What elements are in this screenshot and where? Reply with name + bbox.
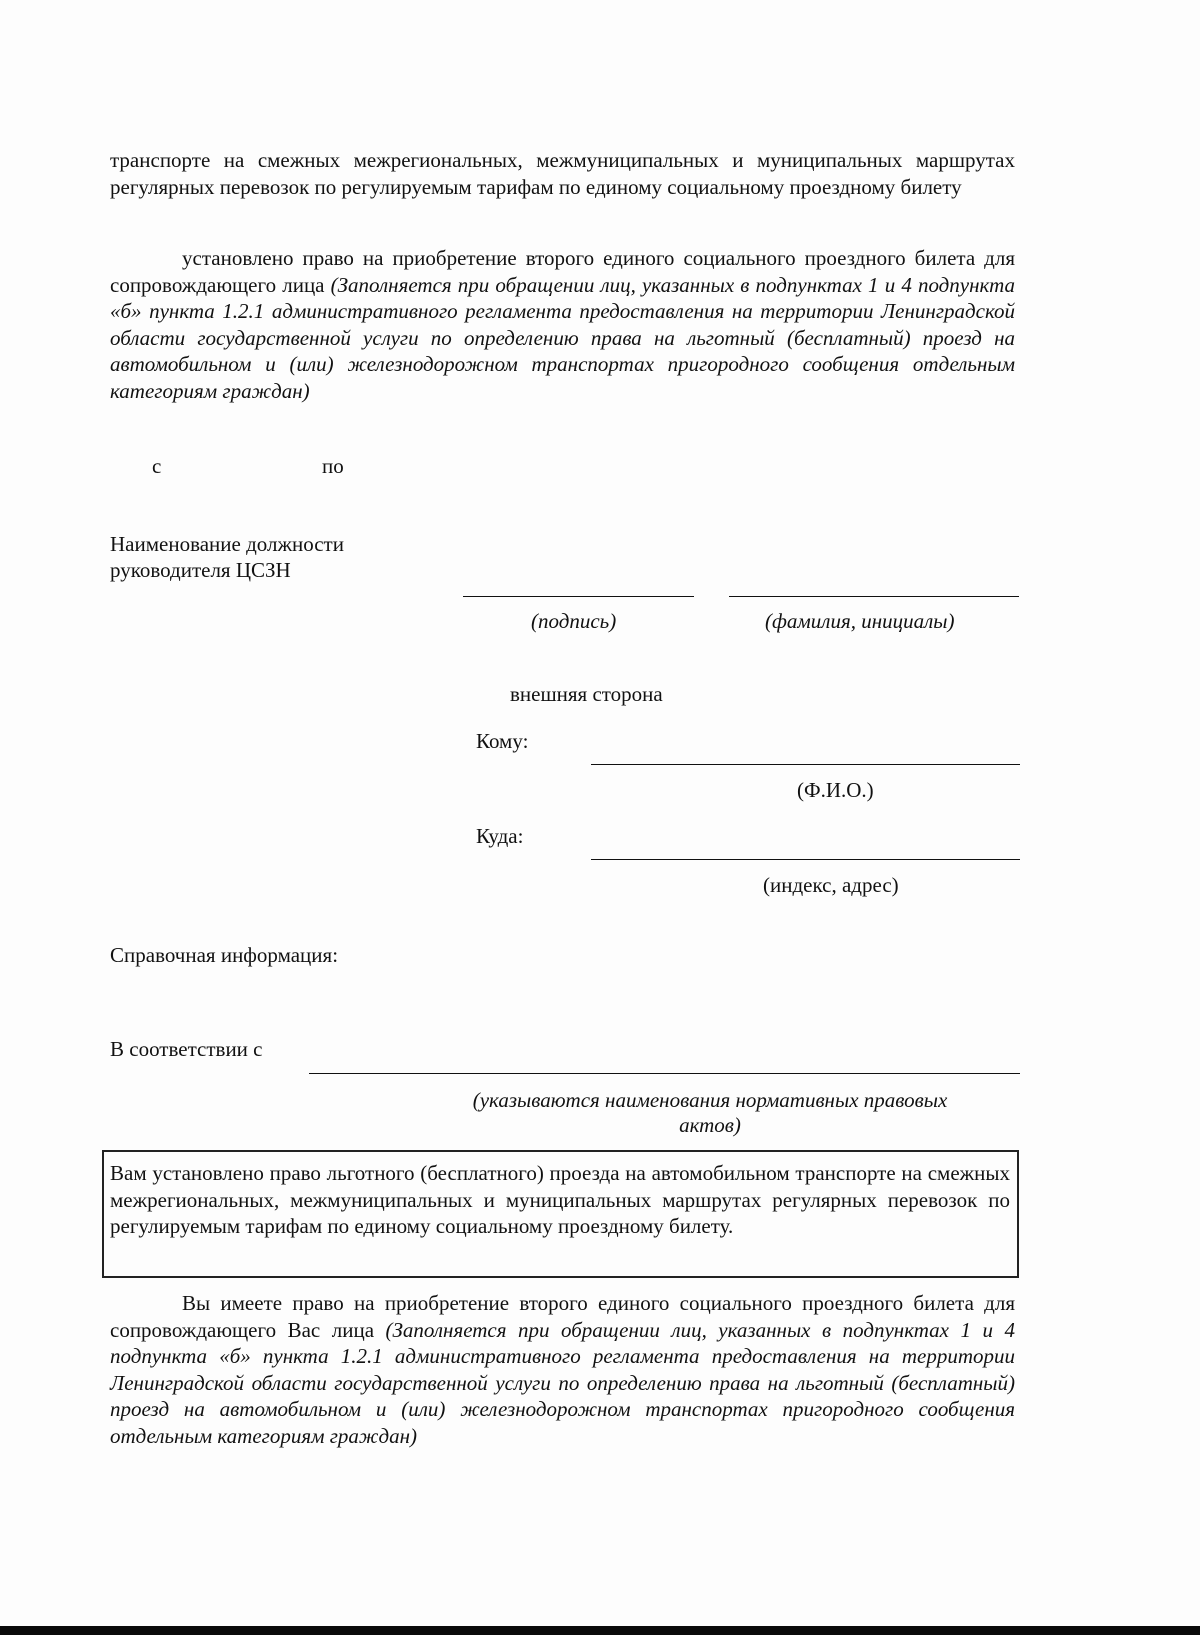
second-ticket-note: (Заполняется при обращении лиц, указанных в подпунктах 1 и 4 подпункта «б» пункта 1.2.1 административного регламента предоставления на территории Ленинградской области государственной услуги по определению права на льготный (бесплатный) проезд на автомобильном и (или) железнодорожном транспортах пригородного сообщения отдельным категориям граждан) bbox=[110, 272, 1016, 403]
address-line bbox=[591, 859, 1020, 860]
outer-side-heading: внешняя сторона bbox=[510, 682, 663, 706]
recipient-label: Кому: bbox=[476, 729, 529, 753]
address-label: Куда: bbox=[476, 824, 524, 848]
normative-acts-line bbox=[309, 1073, 1020, 1074]
period-to-label: по bbox=[322, 454, 344, 478]
recipient-line bbox=[591, 764, 1020, 765]
signature-line bbox=[463, 596, 694, 597]
second-ticket-lead: установлено право на приобретение второго единого социального проездного билета для сопровождающего лица bbox=[110, 246, 1015, 297]
you-have-right-lead: Вы имеете право на приобретение второго единого социального проездного билета для сопровождающего Вас лица bbox=[110, 1291, 1015, 1342]
normative-acts-caption bbox=[410, 1088, 1010, 1138]
benefit-box-text: Вам установлено право льготного (бесплатного) проезда на автомобильном транспорте на смежных межрегиональных, межмуниципальных и муниципальных маршрутах регулярных перевозок по регулируемым тарифам по единому социальному проездному билету. bbox=[110, 1161, 1010, 1238]
normative-acts-caption-line1: (указываются наименования нормативных правовых bbox=[472, 1088, 948, 1112]
reference-label: Справочная информация: bbox=[110, 943, 339, 967]
period-from-label: с bbox=[152, 454, 162, 478]
name-caption: (фамилия, инициалы) bbox=[765, 609, 955, 633]
you-have-right-note: (Заполняется при обращении лиц, указанных в подпунктах 1 и 4 подпункта «б» пункта 1.2.1 административного регламента предоставления на территории Ленинградской области государственной услуги по определению права на льготный (бесплатный) проезд на автомобильном и (или) железнодорожном транспортах пригородного сообщения отдельным категориям граждан) bbox=[110, 1317, 1015, 1448]
address-caption: (индекс, адрес) bbox=[763, 873, 899, 897]
signature-caption: (подпись) bbox=[531, 609, 617, 633]
normative-acts-caption-line2: актов) bbox=[679, 1113, 741, 1137]
you-have-right-paragraph bbox=[110, 1290, 1015, 1449]
top-paragraph: транспорте на смежных межрегиональных, межмуниципальных и муниципальных маршрутах регулярных перевозок по регулируемым тарифам по единому социальному проездному билету bbox=[110, 148, 1015, 199]
second-ticket-paragraph bbox=[110, 245, 1015, 404]
position-title-line1: Наименование должности bbox=[110, 532, 344, 556]
scan-edge-bar bbox=[0, 1626, 1200, 1635]
name-line bbox=[729, 596, 1019, 597]
benefit-box bbox=[102, 1150, 1019, 1278]
recipient-caption: (Ф.И.О.) bbox=[797, 778, 874, 802]
accordance-label: В соответствии с bbox=[110, 1037, 263, 1061]
position-title-line2: руководителя ЦСЗН bbox=[110, 558, 291, 582]
